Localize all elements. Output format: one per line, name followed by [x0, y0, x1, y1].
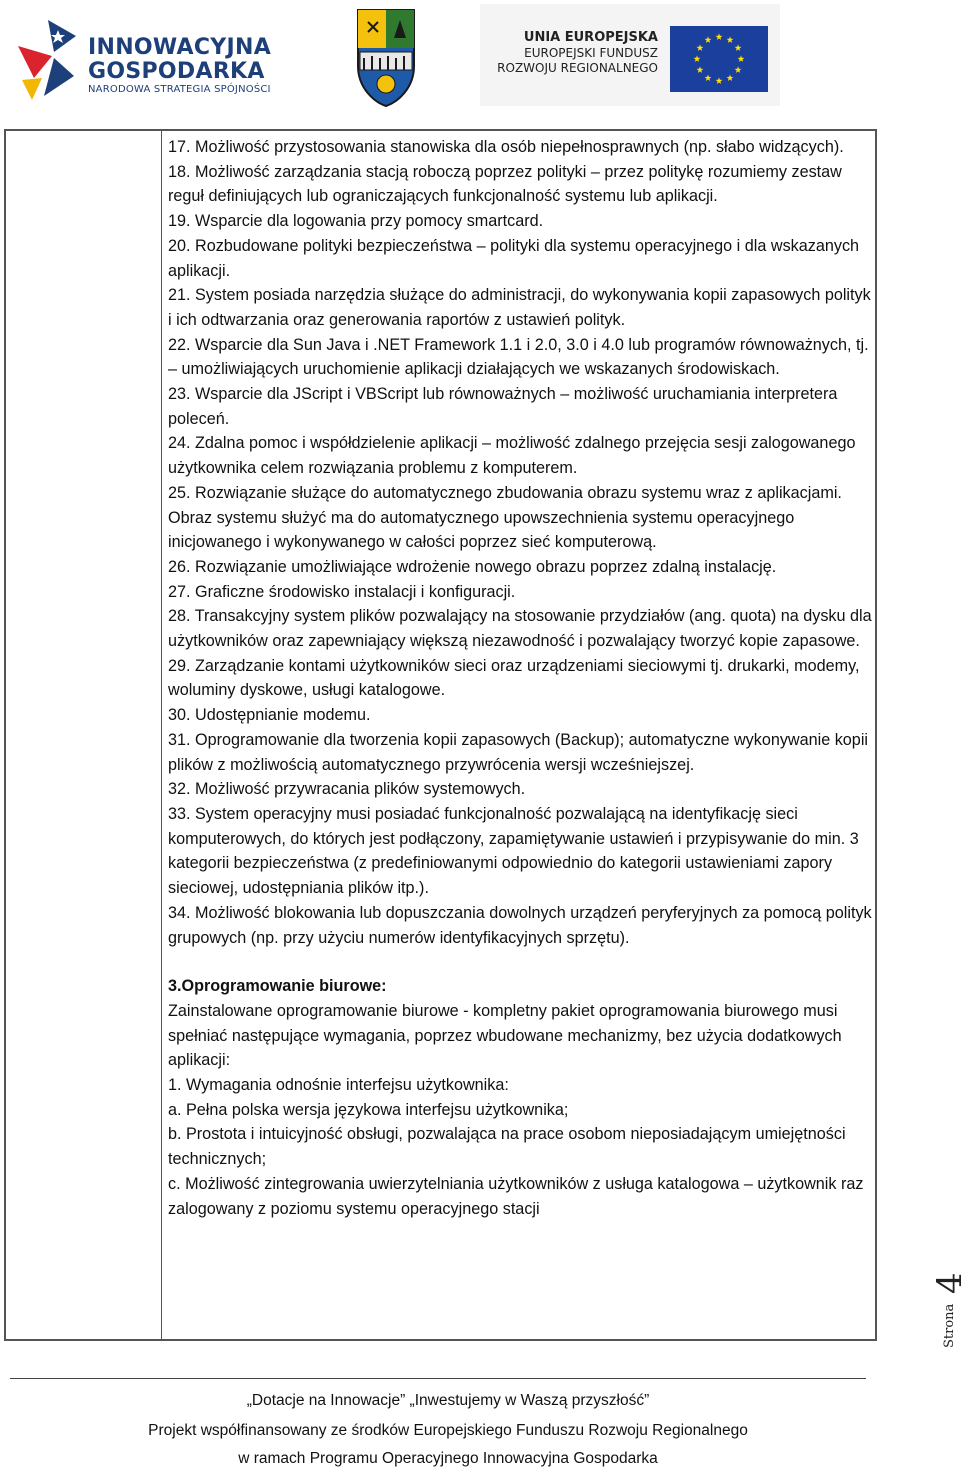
- ig-title-line1: INNOWACYJNA: [88, 35, 272, 60]
- list-item: 26. Rozwiązanie umożliwiające wdrożenie nowego obrazu poprzez zdalną instalację.: [168, 557, 777, 576]
- page-number-value: 4: [930, 1272, 970, 1294]
- ig-logo-subtitle: NARODOWA STRATEGIA SPÓJNOŚCI: [88, 84, 271, 95]
- list-item: 23. Wsparcie dla JScript i VBScript lub równoważnych – możliwość uruchamiania interpretera poleceń.: [168, 385, 838, 428]
- list-item: 19. Wsparcie dla logowania przy pomocy smartcard.: [168, 212, 544, 231]
- coat-of-arms-logo: [354, 8, 418, 108]
- section-line: c. Możliwość zintegrowania uwierzytelniania użytkowników z usługa katalogowa – użytkownik raz zalogowany z poziomu systemu operacyjnego stacji: [168, 1174, 864, 1218]
- list-item: 31. Oprogramowanie dla tworzenia kopii zapasowych (Backup); automatyczne wykonywanie kopii plików z możliwością automatycznego przywrócenia wersji wcześniejszej.: [168, 730, 869, 774]
- page-number: [918, 1262, 978, 1352]
- list-item: 34. Możliwość blokowania lub dopuszczania dowolnych urządzeń peryferyjnych za pomocą polityk grupowych (np. przy użyciu numerów identyfikacyjnych sprzętu).: [168, 903, 872, 947]
- ig-title-line2: GOSPODARKA: [88, 59, 265, 84]
- footer-slogan: „Dotacje na Innowacje” „Inwestujemy w Waszą przyszłość”: [246, 1392, 650, 1409]
- ig-emblem-icon: [14, 16, 80, 102]
- section-heading: 3.Oprogramowanie biurowe:: [168, 977, 387, 996]
- list-item: 27. Graficzne środowisko instalacji i konfiguracji.: [168, 582, 516, 601]
- section-line: a. Pełna polska wersja językowa interfejsu użytkownika;: [168, 1100, 569, 1119]
- list-item: 20. Rozbudowane polityki bezpieczeństwa – polityki dla systemu operacyjnego i dla wskazanych aplikacji.: [168, 236, 860, 280]
- section-intro: Zainstalowane oprogramowanie biurowe - kompletny pakiet oprogramowania biurowego musi spełniać następujące wymagania, poprzez wbudowane mechanizmy, bez użycia dodatkowych aplikacji:: [168, 1001, 842, 1070]
- footer-programme: w ramach Programu Operacyjnego Innowacyjna Gospodarka: [238, 1450, 658, 1467]
- eu-logo: [480, 4, 780, 106]
- list-item: 21. System posiada narzędzia służące do administracji, do wykonywania kopii zapasowych polityk i ich odtwarzania oraz generowania raportów z ustawień polityk.: [168, 286, 871, 329]
- list-item: 25. Rozwiązanie służące do automatycznego zbudowania obrazu systemu wraz z aplikacjami. Obraz systemu służyć ma do automatycznego upowszechnienia systemu operacyjnego inicjowanego i wykonywanego w całości poprzez sieć komputerową.: [168, 483, 842, 552]
- list-item: 18. Możliwość zarządzania stacją roboczą poprzez polityki – przez politykę rozumiemy zestaw reguł definiujących lub ograniczających funkcjonalność systemu lub aplikacji.: [168, 162, 842, 206]
- section-line: 1. Wymagania odnośnie interfejsu użytkownika:: [168, 1076, 509, 1095]
- eu-line2: EUROPEJSKI FUNDUSZ: [524, 46, 658, 60]
- page-label: Strona: [942, 1303, 957, 1348]
- section-line: b. Prostota i intuicyjność obsługi, pozwalająca na prace osobom nieposiadającym umiejętności technicznych;: [168, 1125, 846, 1169]
- spacer: [168, 950, 874, 974]
- list-item: 28. Transakcyjny system plików pozwalający na stosowanie przydziałów (ang. quota) na dysku dla użytkowników oraz zapewniający większą niezawodność i pozwalający tworzyć kopie zapasowe.: [168, 607, 872, 651]
- eu-logo-text: [497, 30, 658, 76]
- eu-line3: ROZWOJU REGIONALNEGO: [497, 61, 658, 75]
- eu-line1: UNIA EUROPEJSKA: [523, 30, 658, 45]
- coat-of-arms-icon: [354, 8, 418, 108]
- eu-flag-icon: [670, 26, 768, 92]
- list-item: 24. Zdalna pomoc i współdzielenie aplikacji – możliwość zdalnego przejęcia sesji zalogowanego użytkownika celem rozwiązania problemu z komputerem.: [168, 434, 856, 478]
- innowacyjna-gospodarka-logo: [14, 16, 284, 102]
- content-cell: [168, 135, 874, 1221]
- list-item: 32. Możliwość przywracania plików systemowych.: [168, 780, 526, 799]
- list-item: 33. System operacyjny musi posiadać funkcjonalność pozwalającą na identyfikację sieci komputerowych, do których jest podłączony, zapamiętywanie ustawień i przypisywanie do min. 3 kategorii bezpieczeństwa (z predefiniowanymi odpowiednio do kategorii ustawieniami zapory sieciowej, udostępniania plików itp.).: [168, 804, 859, 898]
- list-item: 17. Możliwość przystosowania stanowiska dla osób niepełnosprawnych (np. słabo widzących).: [168, 138, 844, 156]
- footer-cofinancing: Projekt współfinansowany ze środków Europejskiego Funduszu Rozwoju Regionalnego: [148, 1422, 748, 1439]
- column-divider: [161, 131, 162, 1339]
- footer-divider: [10, 1378, 866, 1379]
- ig-logo-title: [88, 36, 271, 84]
- list-item: 29. Zarządzanie kontami użytkowników sieci oraz urządzeniami sieciowymi tj. drukarki, modemy, woluminy dyskowe, usługi katalogowe.: [168, 656, 860, 700]
- list-item: 22. Wsparcie dla Sun Java i .NET Framework 1.1 i 2.0, 3.0 i 4.0 lub programów równoważnych, tj. – umożliwiających uruchomienie aplikacji działających we wskazanych środowiskach.: [168, 335, 869, 379]
- list-item: 30. Udostępnianie modemu.: [168, 706, 371, 725]
